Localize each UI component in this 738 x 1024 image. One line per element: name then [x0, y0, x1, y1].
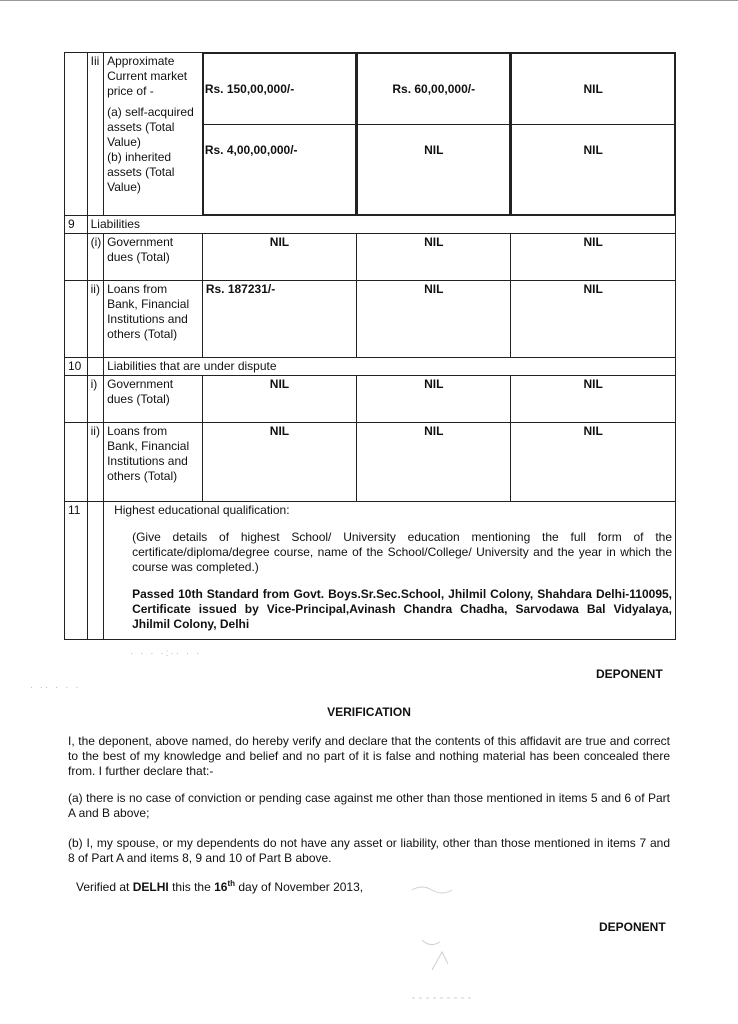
verified-line: Verified at DELHI this the 16th day of November 2013,	[76, 879, 364, 894]
value-cell: NIL	[357, 234, 511, 281]
sub-number: ii)	[87, 281, 103, 358]
verification-paragraph: I, the deponent, above named, do hereby verify and declare that the contents of this affidavit are true and correct to the best of my knowledge and belief and no part of it is false and nothing material has been concealed there from. I further declare that:-	[68, 734, 670, 778]
row-title: Highest educational qualification:	[114, 503, 290, 517]
self-acquired-value-1: Rs. 150,00,000/-	[203, 54, 355, 125]
row-description: Government dues (Total)	[104, 376, 203, 423]
value-cell: NIL	[511, 234, 676, 281]
inherited-value-3: NIL	[512, 125, 675, 215]
scan-smudge: · · · ·:·· · ·	[130, 648, 202, 659]
value-cell: NIL	[202, 423, 356, 502]
row-description: Loans from Bank, Financial Institutions and others (Total)	[104, 423, 203, 502]
value-cell: NIL	[511, 281, 676, 358]
day: 16th	[214, 879, 236, 894]
table-row	[65, 423, 676, 502]
row-description: Loans from Bank, Financial Institutions and others (Total)	[104, 281, 203, 358]
sub-number: ii)	[87, 423, 103, 502]
value-cell: NIL	[202, 234, 356, 281]
inherited-value-2: NIL	[358, 125, 510, 215]
verification-title: VERIFICATION	[327, 705, 411, 719]
row-number: 9	[65, 216, 88, 234]
qualification-answer: Passed 10th Standard from Govt. Boys.Sr.Sec.School, Jhilmil Colony, Shahdara Delhi-110095, Certificate issued by Vice-Principal,Avinash Chandra Chadha, Sarvodawa Bal Vidyalaya, Jhilmil Colony, Delhi	[132, 587, 672, 631]
value-cell: NIL	[357, 376, 511, 423]
page-top-edge	[0, 0, 738, 1]
sub-number: i)	[87, 376, 103, 423]
table-row	[65, 281, 676, 358]
value-cell: NIL	[202, 376, 356, 423]
assets-liabilities-table	[64, 52, 676, 640]
sub-number: (i)	[87, 234, 103, 281]
table-row-market-price	[65, 53, 676, 216]
scan-smudge: ∙ ·· · · ·	[30, 682, 81, 693]
table-row-liabilities	[65, 216, 676, 234]
deponent-label-top: DEPONENT	[596, 667, 663, 681]
value-cell: Rs. 187231/-	[202, 281, 356, 358]
self-acquired-value-3: NIL	[512, 54, 675, 125]
verification-clause-b: (b) I, my spouse, or my dependents do not have any asset or liability, other than those mentioned in items 7 and 8 of Part A and items 8, 9 and 10 of Part B above.	[68, 836, 670, 865]
inherited-value-1: Rs. 4,00,00,000/-	[203, 125, 355, 215]
row-description: Approximate Current market price of - (a) self-acquired assets (Total Value) (b) inherited assets (Total Value)	[104, 53, 203, 216]
table-row	[65, 234, 676, 281]
value-cell: NIL	[511, 423, 676, 502]
table-row	[65, 376, 676, 423]
row-title: Liabilities that are under dispute	[104, 358, 676, 376]
faded-stamp	[392, 870, 492, 1010]
value-cell: NIL	[357, 281, 511, 358]
row-title: Liabilities	[87, 216, 675, 234]
table-row-education	[65, 502, 676, 640]
deponent-label-bottom: DEPONENT	[599, 920, 666, 934]
table-row-disputed-liabilities	[65, 358, 676, 376]
row-description: Government dues (Total)	[104, 234, 203, 281]
row-number: 10	[65, 358, 88, 376]
row-number: 11	[65, 502, 88, 640]
self-acquired-value-2: Rs. 60,00,000/-	[358, 54, 510, 125]
verification-clause-a: (a) there is no case of conviction or pending case against me other than those mentioned in items 5 and 6 of Part A and B above;	[68, 791, 670, 820]
row-number: Iii	[87, 53, 103, 216]
value-cell: NIL	[511, 376, 676, 423]
qualification-note: (Give details of highest School/ University education mentioning the full form of the certificate/diploma/degree course, name of the School/College/ University and the year in which the course was completed.)	[132, 530, 672, 574]
value-cell: NIL	[357, 423, 511, 502]
place: DELHI	[132, 880, 169, 894]
